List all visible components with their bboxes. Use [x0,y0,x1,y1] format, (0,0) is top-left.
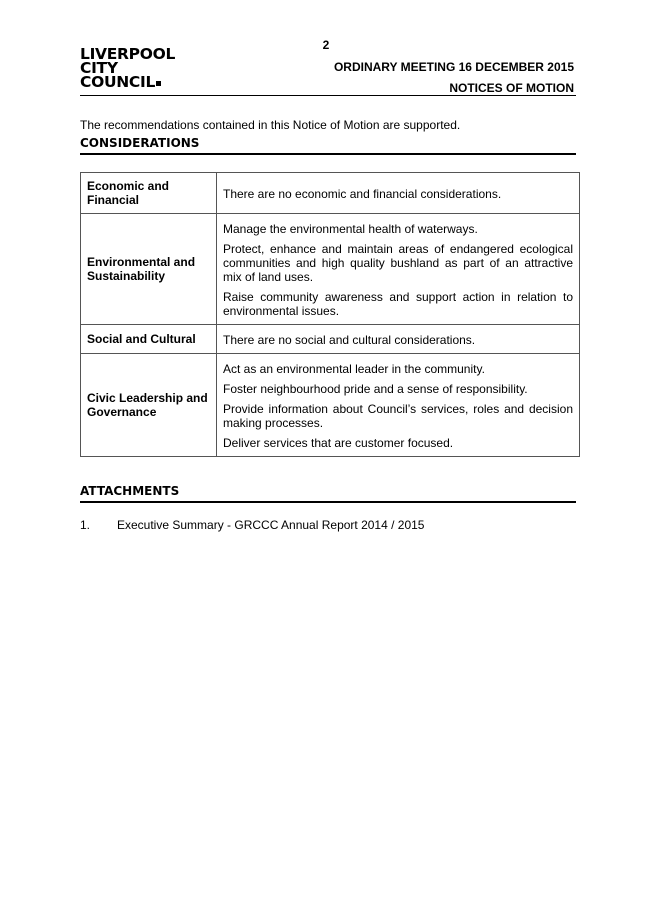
row-label: Environmental and Sustainability [81,214,217,325]
meeting-title: ORDINARY MEETING 16 DECEMBER 2015 [333,60,574,74]
row-item: Raise community awareness and support action in relation to environmental issues. [223,290,573,318]
logo-line-3: COUNCIL [80,73,156,91]
page-number: 2 [322,38,330,52]
row-content [217,354,580,457]
row-content [217,214,580,325]
attachment-item [80,518,424,532]
intro-text: The recommendations contained in this Notice of Motion are supported. [80,118,461,132]
table-row [81,354,580,457]
attachments-heading: ATTACHMENTS [80,484,576,503]
council-logo [80,47,175,89]
logo-line-2: CITY [80,59,118,77]
considerations-heading: CONSIDERATIONS [80,136,576,155]
row-item: Deliver services that are customer focused. [223,436,454,450]
row-label: Social and Cultural [81,325,217,354]
row-label: Economic and Financial [81,173,217,214]
table-row [81,214,580,325]
row-label: Civic Leadership and Governance [81,354,217,457]
row-item: Protect, enhance and maintain areas of endangered ecological communities and high quality bushland as part of an attractive mix of land uses. [223,242,573,284]
row-item: Provide information about Council’s services, roles and decision making processes. [223,402,573,430]
logo-line-1: LIVERPOOL [80,45,176,63]
row-item: There are no social and cultural considerations. [223,333,476,347]
row-content [217,325,580,354]
considerations-table [80,172,580,457]
table-row [81,325,580,354]
attachment-number: 1. [80,518,91,532]
header-divider [80,95,576,96]
row-item: Manage the environmental health of waterways. [223,222,478,236]
row-item: Foster neighbourhood pride and a sense of responsibility. [223,382,528,396]
section-title: NOTICES OF MOTION [449,81,574,95]
row-content [217,173,580,214]
logo-square-mark [156,81,161,86]
attachment-title: Executive Summary - GRCCC Annual Report 2014 / 2015 [117,518,425,532]
row-item: Act as an environmental leader in the community. [223,362,485,376]
row-item: There are no economic and financial considerations. [223,187,502,201]
table-row [81,173,580,214]
